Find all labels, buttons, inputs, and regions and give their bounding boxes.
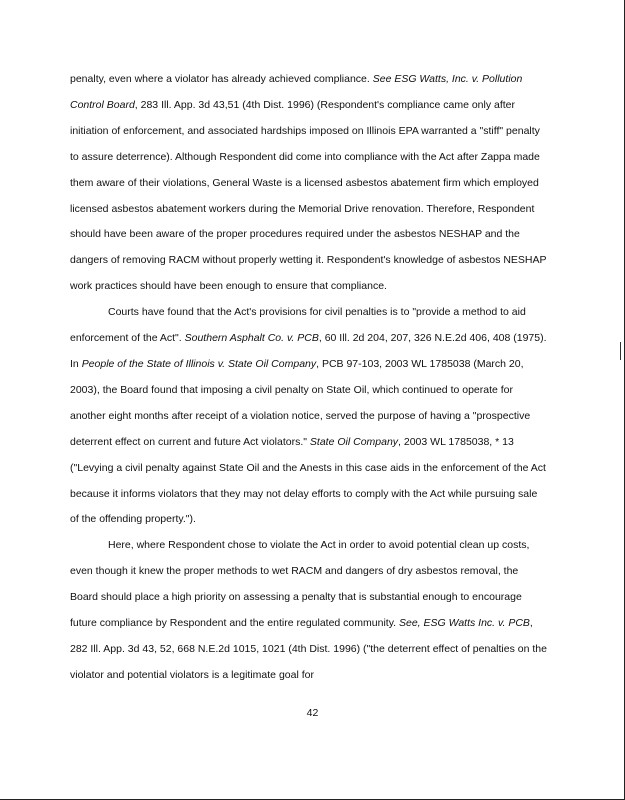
- paragraph-text: Here, where Respondent chose to violate the Act in order to avoid potential clean up costs, even though it knew the proper methods to wet RACM and dangers of dry asbestos removal, the Board should place a high priority on assessing a penalty that is substantial enough to encourage future compliance by Respondent and the entire regulated community.: [70, 539, 530, 630]
- citation-text: Southern Asphalt Co. v. PCB: [184, 332, 319, 345]
- page-number: 42: [306, 707, 319, 719]
- paragraph-3: [70, 533, 548, 688]
- margin-mark: [620, 342, 621, 360]
- paragraph-text: , 2003 WL 1785038, * 13 ("Levying a civil penalty against State Oil and the Anests in this case aids in the enforcement of the Act because it informs violators that they may not delay efforts to comply with the Act while pursuing sale of the offending property.").: [70, 435, 546, 526]
- paragraph-2: [70, 300, 548, 533]
- paragraph-text: , 60 Ill. 2d 204, 207, 326 N.E.2d 406, 408 (1975). In: [70, 332, 547, 370]
- paragraph-1: [70, 67, 548, 300]
- citation-text: State Oil Company: [309, 435, 399, 448]
- citation-text: See ESG Watts, Inc. v. Pollution Control Board: [70, 73, 523, 111]
- paragraph-text: Courts have found that the Act's provisions for civil penalties is to "provide a method to aid enforcement of the Act".: [70, 306, 526, 345]
- paragraph-text: , 282 Ill. App. 3d 43, 52, 668 N.E.2d 1015, 1021 (4th Dist. 1996) ("the deterrent effect of penalties on the violator and potential violators is a legitimate goal for: [70, 617, 547, 681]
- paragraph-text: , 283 Ill. App. 3d 43,51 (4th Dist. 1996) (Respondent's compliance came only after initiation of enforcement, and associated hardships imposed on Illinois EPA warranted a "stiff" penalty to assure deterrence). Although Respondent did come into compliance with the Act after Zappa made them aware of their violations, General Waste is a licensed asbestos abatement firm which employed licensed asbestos abatement workers during the Memorial Drive renovation. Therefore, Respondent should have been aware of the proper procedures required under the asbestos NESHAP and the dangers of removing RACM without properly wetting it. Respondent's knowledge of asbestos NESHAP work practices should have been enough to ensure that compliance.: [70, 98, 547, 293]
- paragraph-text: penalty, even where a violator has already achieved compliance.: [70, 73, 373, 85]
- document-body: [70, 67, 548, 689]
- citation-text: See, ESG Watts Inc. v. PCB: [399, 617, 530, 630]
- citation-text: People of the State of Illinois v. State Oil Company: [81, 357, 317, 370]
- paragraph-text: , PCB 97-103, 2003 WL 1785038 (March 20, 2003), the Board found that imposing a civil penalty on State Oil, which continued to operate for another eight months after receipt of a violation notice, served the purpose of having a "prospective deterrent effect on current and future Act violators.": [70, 357, 531, 448]
